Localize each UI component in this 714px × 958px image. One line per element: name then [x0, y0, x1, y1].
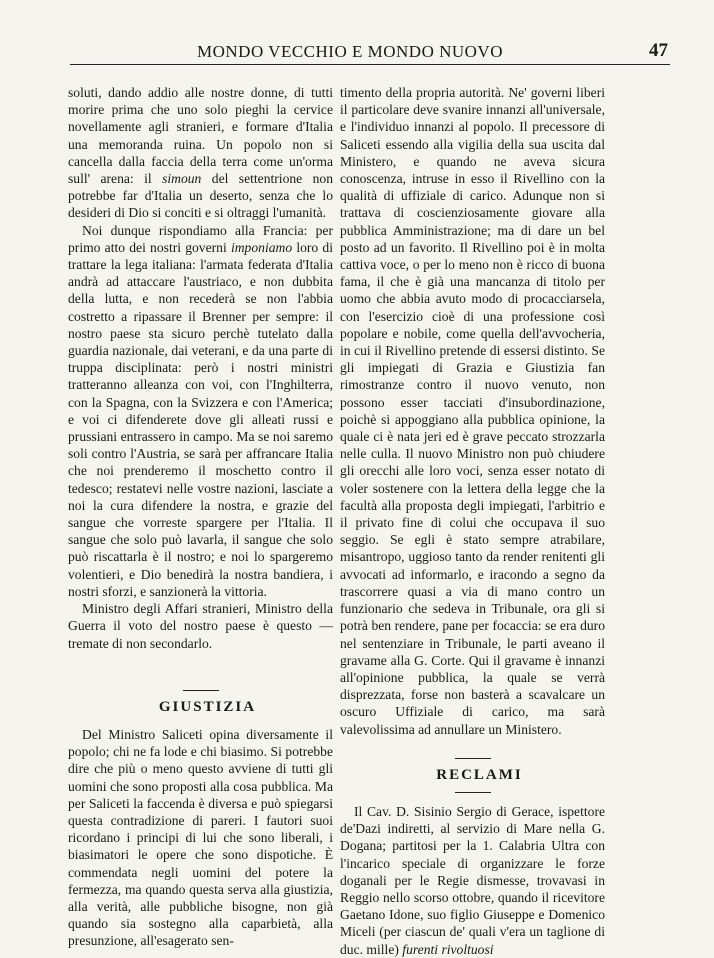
text-run: soluti, dando addio alle nostre donne, di tutti morire prima che uno solo pieghi la cervice novellamente agli stranieri, e formare d'Italia una memoranda ruina. Un popolo non si cancella dalla faccia della terra come un'orma sull' arena: il [68, 85, 333, 187]
text-run: loro di trattare la lega italiana: l'armata federata d'Italia andrà ad attaccare l'austriaco, e non dubbita della lutta, e non recederà se non l'abbia costretto a ripassare il Brenner per sempre: il nostro paese sta sicuro perchè tutelato dalla guardia nazionale, dai veterani, e da una parte di truppa disciplinata: però i nostri ministri tratteranno alleanza con voi, con l'Inghilterra, con la Spagna, con la Svizzera e con l'America; e voi ci difenderete dove gli alleati russi e prussiani entrassero in campo. Ma se noi saremo soli contro l'Austria, se sarà per affrancare Italia che noi prenderemo il moschetto contro il tedesco; restatevi nelle vostre nazioni, lasciate a noi la cura difendere la nostra, e grazie del sangue che vorreste spargere per l'Italia. Il sangue che solo può lavarla, il sangue che solo può riscattarla è il nostro; e noi lo spargeremo volentieri, e Dio benedirà la nostra bandiera, i nostri sforzi, e sanzionerà la vittoria. [68, 239, 333, 599]
right-column [340, 84, 605, 958]
italic-run: furenti rivoltuosi [402, 941, 494, 957]
page-number: 47 [649, 40, 668, 61]
text-run: Il Cav. D. Sisinio Sergio di Gerace, ispettore de'Dazi indiretti, al servizio di Mare nella G. Dogana; partitosi per la 1. Calabria Ultra con l'incarico speciale di organizzare le forze doganali per le Regie dismesse, trovavasi in Reggio nello scorso ottobre, quando il ricevitore Gaetano Idone, suo figlio Giuseppe e Domenico Miceli (per ciascun de' quali v'era un taglione di duc. mille) [340, 803, 605, 957]
paragraph: timento della propria autorità. Ne' governi liberi il particolare deve svanire innanzi all'universale, e l'individuo innanzi al popolo. Il precessore di Saliceti essendo alla vigilia della sua uscita dal Ministero, e quando ne aveva sicura conoscenza, intruse in esso il Rivellino con la qualità di uffiziale di carico. Adunque non si trattava di coscienziosamente giovare alla pubblica Amministrazione; ma di dare un bel posto ad un favorito. Il Rivellino poi è in molta cattiva voce, o per lo meno non è ricco di buona fama, il che è già una mancanza di titolo per uomo che abbia avuto modo di procacciarsela, con l'esercizio cioè di una professione così popolare e nobile, come quella dell'avvocheria, in cui il Rivellino pretende di essersi distinto. Se gli impiegati di Grazia e Giustizia fan rimostranze contro il nuovo venuto, non possono esser tacciati d'insubordinazione, poichè si appoggiano alla pubblica opinione, la quale ci è nata jeri ed è grave peccato strozzarla nelle culla. Il nuovo Ministro non può chiudere gli orecchi alle loro voci, senza esser notato di voler sostenere con la lettera della legge che la facultà alla proposta degli impiegati, l'arbitrio e il privato fine di colui che occupava il suo seggio. Se egli è stato sempre atrabilare, misantropo, uggioso tanto da render renitenti gli avvocati ad informarlo, e iracondo a segno da trascorrere quasi a via di mano contro un funzionario che sedeva in Tribunale, ora gli si potrà ben rendere, pane per focaccia: se era duro nel sentenziare in Tribunale, le parti aveano il gravame alla G. Corte. Qui il gravame è innanzi all'opinione pubblica, la quale se verrà disprezzata, forse non basterà a scavalcare un oscuro Uffiziale di carico, ma sarà valevolissima ad annullare un Ministero. [340, 85, 605, 737]
paragraph [68, 84, 333, 222]
running-title: MONDO VECCHIO E MONDO NUOVO [197, 42, 503, 61]
text-run: Noi dunque rispondiamo alla Francia: per primo atto dei nostri governi [68, 222, 333, 255]
paragraph [340, 803, 605, 958]
paragraph [68, 222, 333, 600]
paragraph: Ministro degli Affari stranieri, Ministro della Guerra il voto del nostro paese è questo — tremate di non secondarlo. [68, 601, 333, 651]
paragraph: Del Ministro Saliceti opina diversamente il popolo; chi ne fa lode e chi biasimo. Si potrebbe dire che più o meno questo avviene di tutti gli uomini che sono proposti alla cosa pubblica. Ma per Saliceti la faccenda è diversa e può spiegarsi questa contradizione di pareri. I fautori suoi ricordano i principi di lui che sono liberali, i biasimatori le opere che sono dispotiche. È commendata negli uomini del potere la fermezza, ma quando questa serva alla giustizia, alla verità, alle pubbliche bisogne, non già quando sia sostegno alla caparbietà, alla presunzione, all'esagerato sen- [68, 726, 333, 949]
italic-run: imponiamo [230, 239, 293, 255]
section-title-giustizia: GIUSTIZIA [158, 698, 257, 715]
text-run: del settentrione non potrebbe far d'Italia un deserto, senza che lo desideri di Dio si conciti e si oltraggi l'umanità. [68, 171, 333, 221]
page-header [70, 38, 670, 65]
left-column [68, 84, 333, 950]
italic-run: simoun [162, 171, 202, 187]
section-title-reclami: RECLAMI [436, 766, 523, 783]
